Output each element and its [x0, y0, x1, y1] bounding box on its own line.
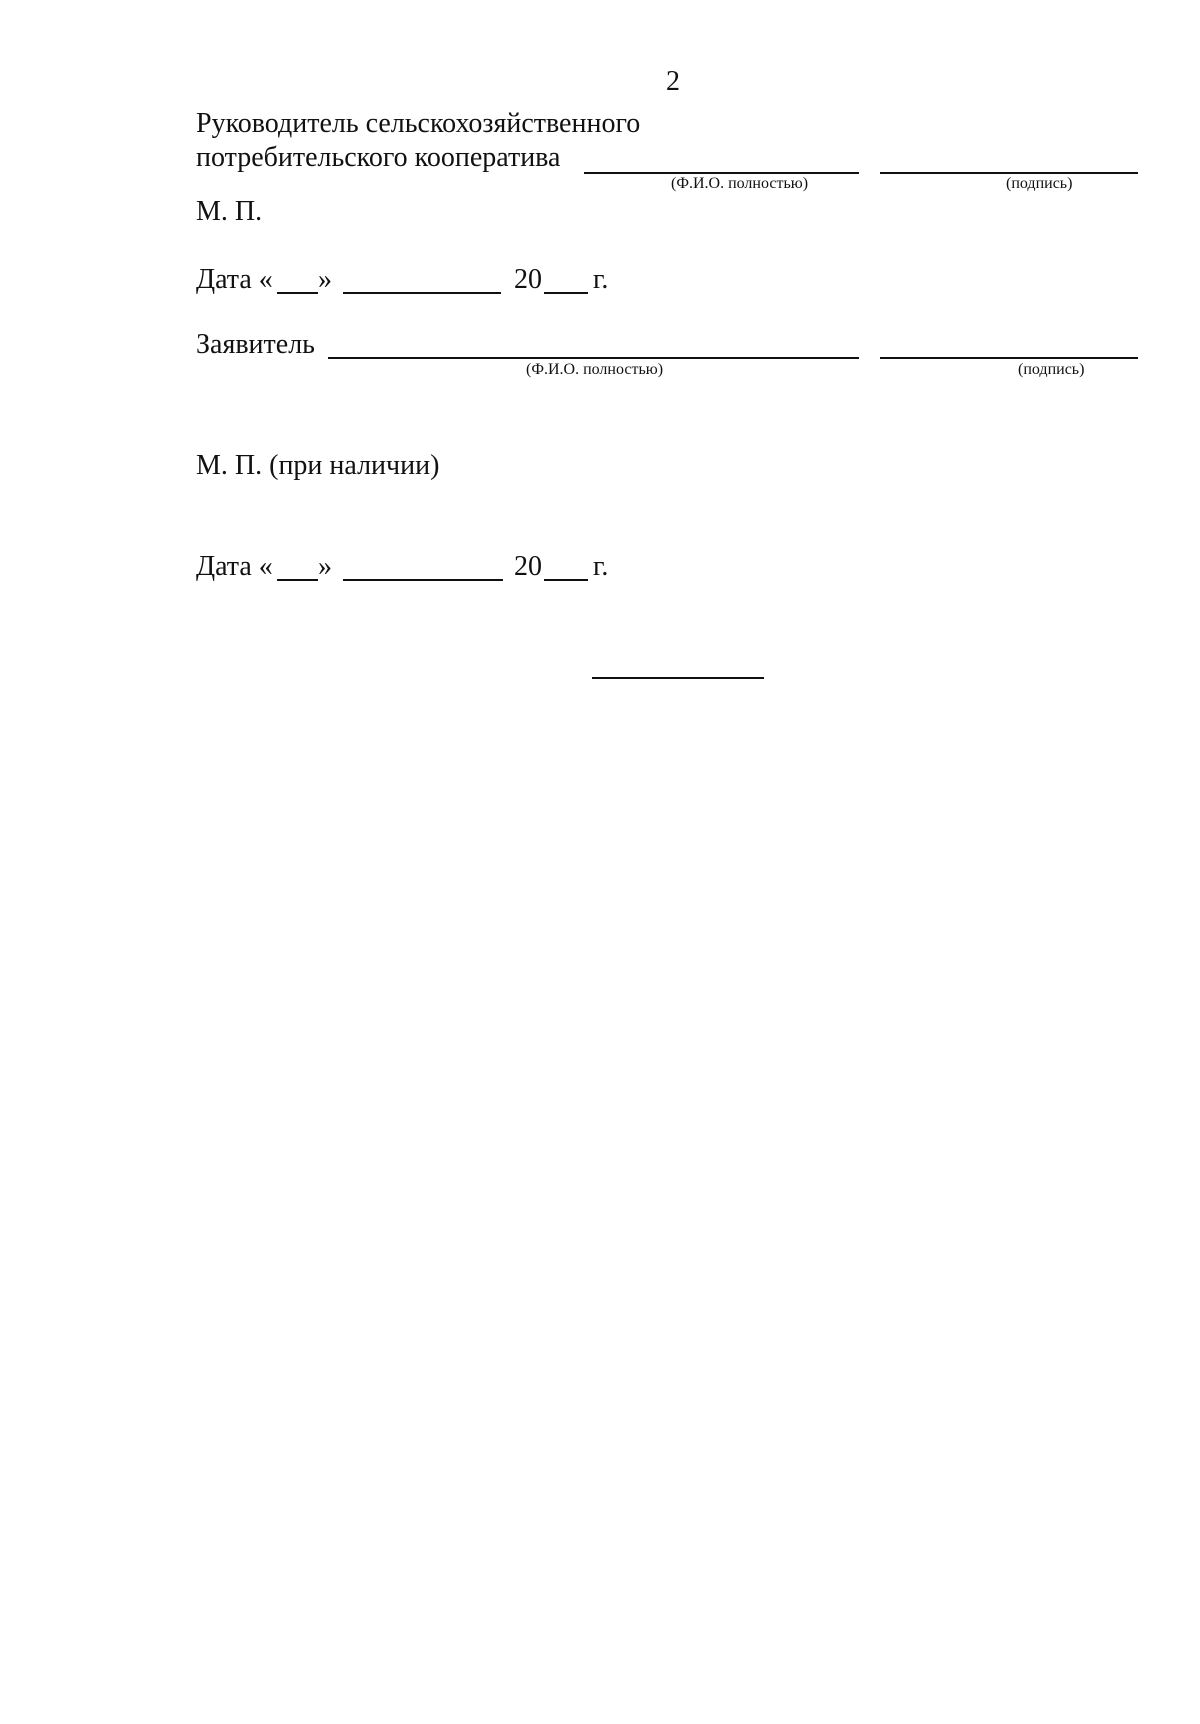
date2-year-line [544, 579, 588, 581]
head-title-line1: Руководитель сельскохозяйственного [196, 108, 641, 139]
date1-month-line [343, 292, 501, 294]
applicant-sign-caption: (подпись) [1018, 361, 1085, 378]
date2-month-line [343, 579, 503, 581]
date2-year-prefix: 20 [514, 551, 542, 582]
date2-label: Дата « [196, 551, 273, 582]
date2-day-line [277, 579, 318, 581]
date2-close: » [318, 551, 332, 582]
head-stamp: М. П. [196, 196, 263, 227]
applicant-stamp: М. П. (при наличии) [196, 450, 440, 481]
date1-year-line [544, 292, 588, 294]
page-number: 2 [666, 66, 680, 97]
date2-year-suffix: г. [593, 551, 609, 582]
head-sign-line [880, 172, 1138, 174]
date1-close: » [318, 264, 332, 295]
end-separator-line [592, 677, 764, 679]
head-fio-caption: (Ф.И.О. полностью) [671, 175, 809, 192]
head-fio-line [584, 172, 859, 174]
applicant-sign-line [880, 357, 1138, 359]
date1-year-prefix: 20 [514, 264, 542, 295]
applicant-fio-caption: (Ф.И.О. полностью) [526, 361, 664, 378]
date1-year-suffix: г. [593, 264, 609, 295]
date1-day-line [277, 292, 318, 294]
applicant-fio-line [328, 357, 859, 359]
applicant-label: Заявитель [196, 329, 315, 360]
head-title-line2: потребительского кооператива [196, 142, 561, 173]
head-sign-caption: (подпись) [1006, 175, 1073, 192]
date1-label: Дата « [196, 264, 273, 295]
